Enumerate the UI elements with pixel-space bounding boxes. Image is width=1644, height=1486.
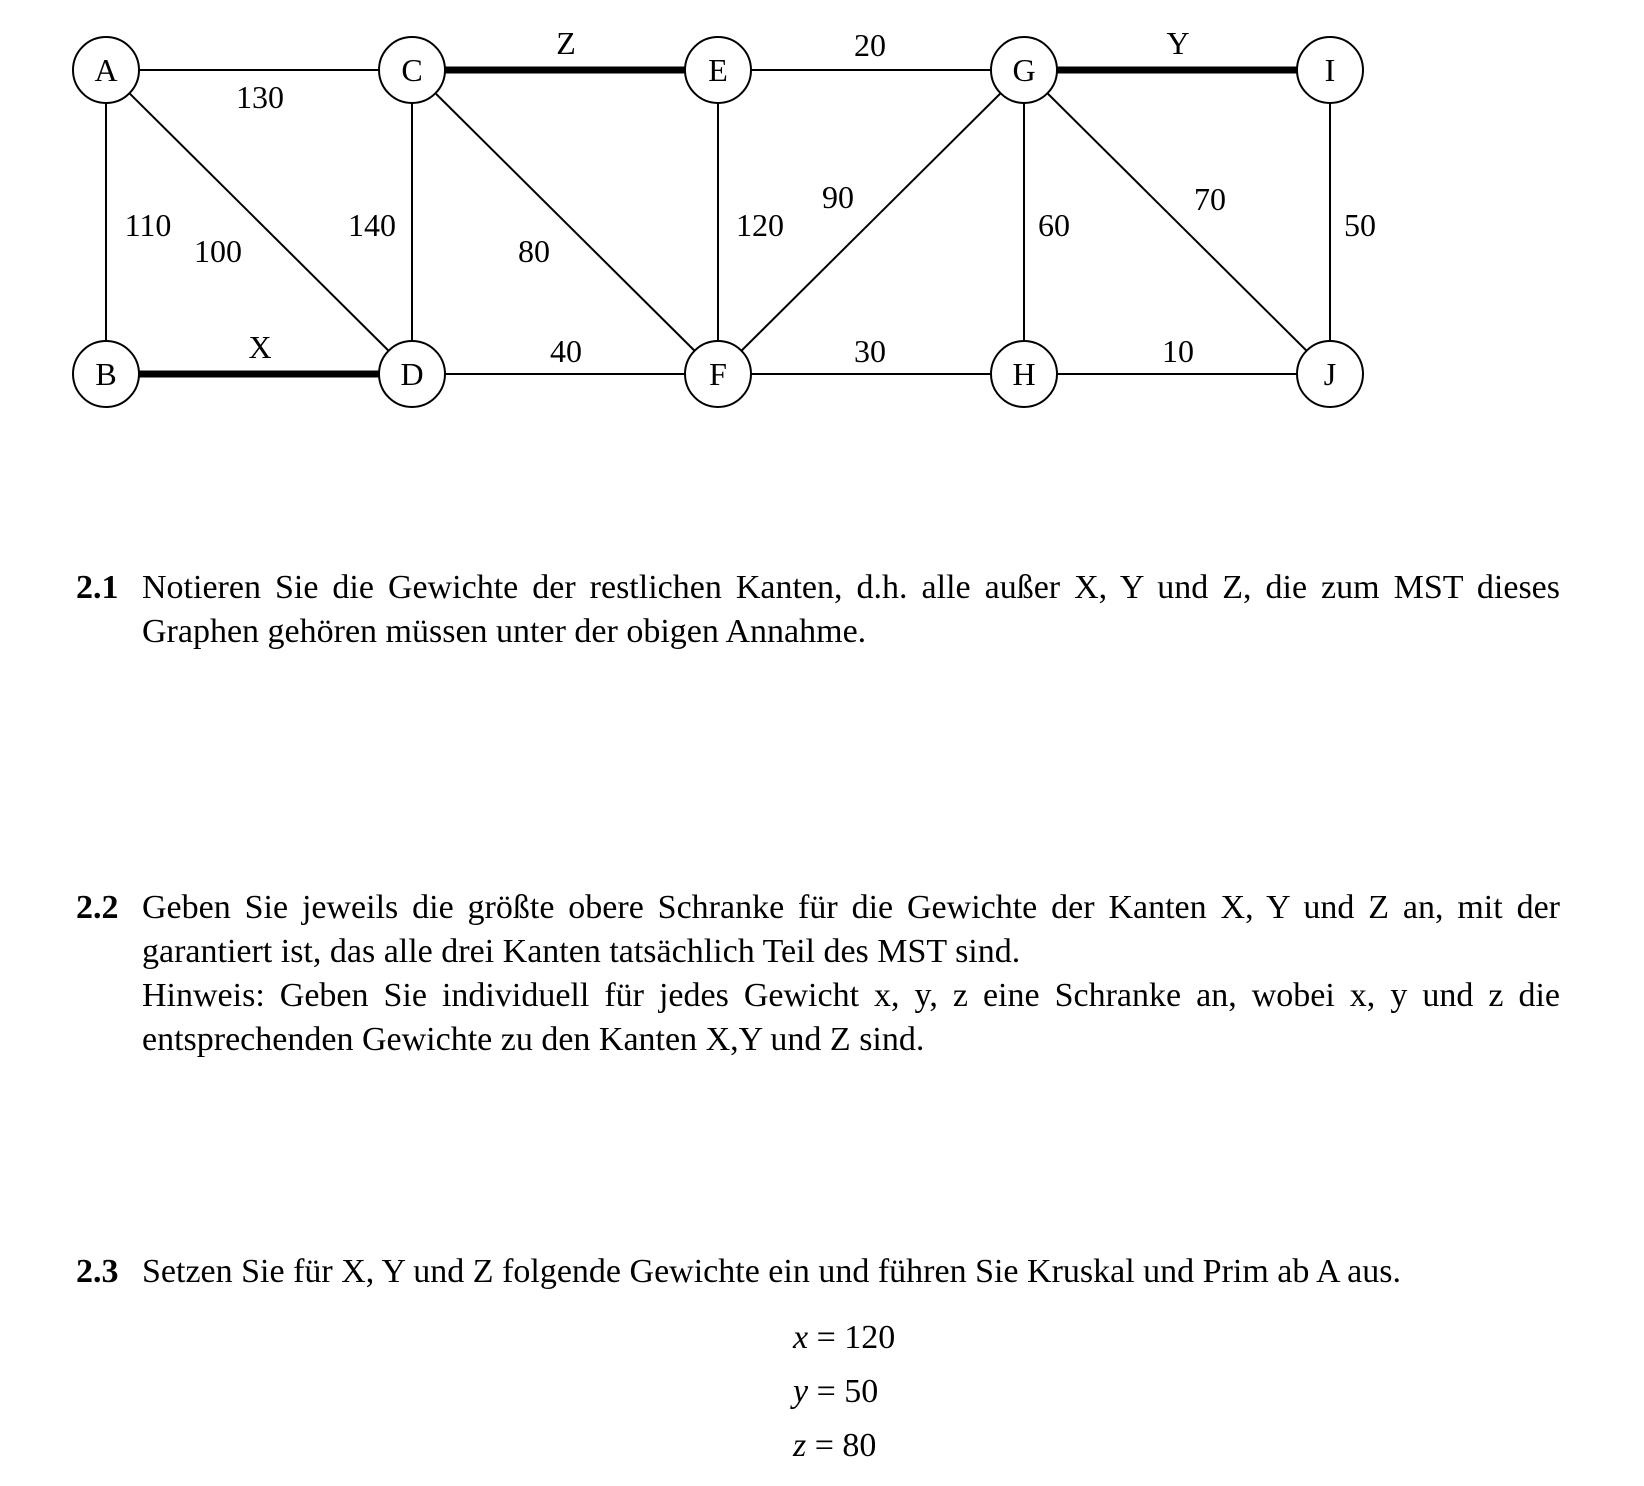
edge-label-c-f: 80 bbox=[518, 233, 550, 269]
edge-label-c-e: Z bbox=[556, 25, 576, 61]
equation-operator: = bbox=[814, 1427, 834, 1464]
edge-label-d-f: 40 bbox=[550, 333, 582, 369]
task-number: 2.1 bbox=[76, 569, 119, 606]
equation-operator: = bbox=[816, 1319, 836, 1356]
node-label: D bbox=[400, 356, 424, 392]
node-d bbox=[379, 341, 445, 407]
task-hint-line: Hinweis: Geben Sie individuell für jedes Gewicht x, y, z eine Schranke an, wobei x, y und z die entsprechenden Gewichte zu den Kanten X,Y und Z sind. bbox=[142, 977, 1560, 1058]
edge-label-c-d: 140 bbox=[348, 207, 396, 243]
node-c bbox=[379, 37, 445, 103]
task-2-1 bbox=[76, 566, 1560, 654]
equation-value: 50 bbox=[844, 1373, 879, 1410]
edges-layer bbox=[106, 70, 1330, 374]
edge-label-g-j: 70 bbox=[1194, 181, 1226, 217]
node-e bbox=[685, 37, 751, 103]
edge-label-e-g: 20 bbox=[854, 27, 886, 63]
node-g bbox=[991, 37, 1057, 103]
equation-variable: y bbox=[793, 1373, 809, 1410]
node-label: H bbox=[1012, 356, 1036, 392]
equation-variable: z bbox=[793, 1427, 807, 1464]
task-line: Geben Sie jeweils die größte obere Schranke für die Gewichte der Kanten X, Y und Z an, mit der garantiert ist, das alle drei Kanten tatsächlich Teil des MST sind. bbox=[142, 889, 1560, 970]
node-label: C bbox=[401, 52, 423, 88]
equation-z bbox=[793, 1426, 876, 1466]
node-a bbox=[73, 37, 139, 103]
edge-label-a-c: 130 bbox=[236, 79, 284, 115]
edge-label-b-d: X bbox=[248, 329, 272, 365]
task-number: 2.2 bbox=[76, 889, 119, 926]
task-line: Setzen Sie für X, Y und Z folgende Gewichte ein und führen Sie Kruskal und Prim ab A aus. bbox=[142, 1253, 1401, 1290]
node-b bbox=[73, 341, 139, 407]
edge-label-e-f: 120 bbox=[736, 207, 784, 243]
node-label: E bbox=[708, 52, 728, 88]
node-label: B bbox=[95, 356, 117, 392]
equation-value: 80 bbox=[842, 1427, 877, 1464]
node-f bbox=[685, 341, 751, 407]
edge-label-a-b: 110 bbox=[124, 207, 172, 243]
node-j bbox=[1297, 341, 1363, 407]
edge-c-f bbox=[412, 70, 718, 374]
equation-x bbox=[793, 1318, 895, 1358]
node-i bbox=[1297, 37, 1363, 103]
node-label: F bbox=[709, 356, 727, 392]
task-text bbox=[142, 566, 1560, 654]
edge-label-g-i: Y bbox=[1166, 25, 1190, 61]
equation-operator: = bbox=[816, 1373, 836, 1410]
task-text bbox=[142, 886, 1560, 1062]
node-label: G bbox=[1012, 52, 1036, 88]
equation-variable: x bbox=[793, 1319, 809, 1356]
task-2-2 bbox=[76, 886, 1560, 1062]
node-label: J bbox=[1323, 356, 1337, 392]
edge-label-a-d: 100 bbox=[194, 233, 242, 269]
edge-label-f-h: 30 bbox=[854, 333, 886, 369]
equation-y bbox=[793, 1372, 878, 1412]
node-label: A bbox=[94, 52, 118, 88]
task-text bbox=[142, 1250, 1560, 1294]
edge-label-f-g: 90 bbox=[822, 179, 854, 215]
edge-label-h-j: 10 bbox=[1162, 333, 1194, 369]
node-label: I bbox=[1324, 52, 1336, 88]
task-line: Notieren Sie die Gewichte der restlichen Kanten, d.h. alle außer X, Y und Z, die zum MST dieses Graphen gehören müssen unter der obigen Annahme. bbox=[142, 569, 1560, 650]
node-h bbox=[991, 341, 1057, 407]
edge-label-i-j: 50 bbox=[1344, 207, 1376, 243]
task-2-3 bbox=[76, 1250, 1560, 1294]
equation-value: 120 bbox=[844, 1319, 896, 1356]
edge-label-g-h: 60 bbox=[1038, 207, 1070, 243]
task-number: 2.3 bbox=[76, 1253, 119, 1290]
graph-diagram bbox=[0, 0, 1644, 440]
